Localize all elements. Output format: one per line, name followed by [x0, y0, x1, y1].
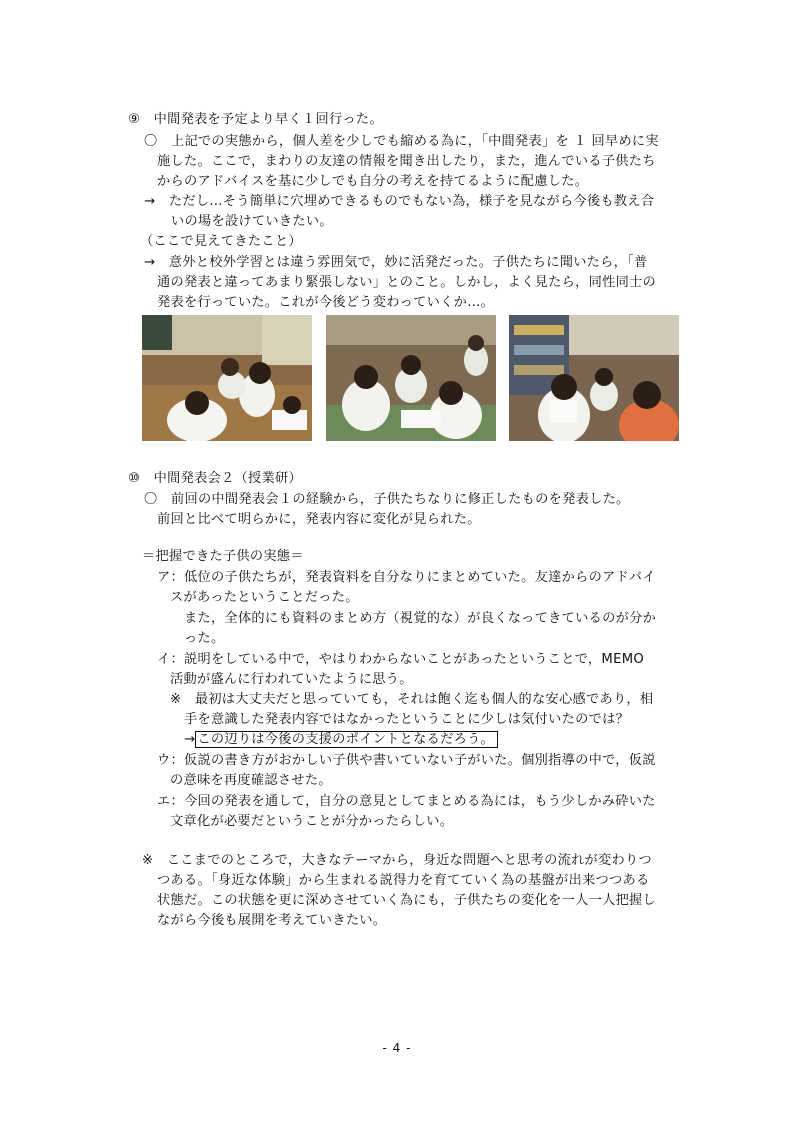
item-e-line-2: 文章化が必要だということが分かったらしい。 [170, 814, 454, 829]
section-9-line-4: → ただし…そう簡単に穴埋めできるものでもない為，様子を見ながら今後も教え合 [144, 194, 655, 209]
section-9-observation-heading: （ここで見えてきたこと） [140, 234, 302, 249]
section-10-subheading: ＝把握できた子供の実態＝ [142, 549, 304, 564]
item-u-line-2: の意味を再度確認させた。 [170, 773, 332, 788]
section-10-line-2: 前回と比べて明らかに，発表内容に変化が見られた。 [157, 512, 481, 527]
item-e-line-1: エ：今回の発表を通して，自分の意見としてまとめる為には，もう少しかみ砕いた [157, 794, 656, 809]
item-i-note-line-2: 手を意識した発表内容ではなかったということに少しは気付いたのでは？ [184, 712, 630, 727]
section-9-line-2: 施した。ここで，まわりの友達の情報を聞き出したり，また，進んでいる子供たち [157, 154, 656, 169]
item-a-line-1: ア：低位の子供たちが，発表資料を自分なりにまとめていた。友達からのアドバイ [157, 570, 656, 585]
item-a-line-3: また，全体的にも資料のまとめ方（視覚的な）が良くなってきているのが分か [184, 611, 657, 626]
item-i-note-line-1: ※ 最初は大丈夫だと思っていても，それは飽く迄も個人的な安心感であり，相 [170, 692, 654, 707]
section-9-line-3: からのアドバイスを基に少しでも自分の考えを持てるように配慮した。 [157, 174, 589, 189]
classroom-photo-3 [509, 315, 679, 441]
summary-note-line-2: つある。「身近な体験」から生まれる説得力を育てていく為の基盤が出来つつある [157, 873, 650, 888]
section-9-line-7: → 意外と校外学習とは違う雰囲気で，妙に活発だった。子供たちに聞いたら，「普 [144, 255, 648, 270]
support-point-box: この辺りは今後の支援のポイントとなるだろう。 [195, 731, 498, 748]
section-9-line-1: 〇 上記での実態から，個人差を少しでも縮める為に，「中間発表」を １ 回早めに実 [144, 134, 659, 149]
classroom-photo-1 [142, 315, 312, 441]
section-9-line-9: 発表を行っていた。これが今後どう変わっていくか…。 [157, 295, 495, 310]
item-i-line-1: イ：説明をしている中で，やはりわからないことがあったということで，MEMO [157, 652, 645, 667]
summary-note-line-1: ※ ここまでのところで，大きなテーマから，身近な問題へと思考の流れが変わりつ [142, 853, 652, 868]
item-a-line-2: スがあったということだった。 [170, 590, 359, 605]
page-number: - 4 - [382, 1041, 412, 1055]
section-10-line-1: 〇 前回の中間発表会１の経験から，子供たちなりに修正したものを発表した。 [144, 492, 630, 507]
summary-note-line-3: 状態だ。この状態を更に深めさせていく為にも，子供たちの変化を一人一人把握し [157, 893, 657, 908]
item-i-note-line-3 [184, 730, 498, 750]
item-u-line-1: ウ：仮説の書き方がおかしい子供や書いていない子がいた。個別指導の中で，仮説 [157, 753, 656, 768]
section-10-heading: ⑩ 中間発表会２（授業研） [128, 471, 302, 486]
summary-note-line-4: ながら今後も展開を考えていきたい。 [157, 913, 387, 928]
classroom-photo-2 [326, 315, 496, 441]
arrow-icon: → [184, 732, 196, 747]
section-9-line-8: 通の発表と違ってあまり緊張しない」とのこと。しかし，よく見たら，同性同士の [157, 275, 657, 290]
section-9-heading: ⑨ 中間発表を予定より早く１回行った。 [128, 112, 383, 127]
item-a-line-4: った。 [184, 631, 225, 646]
item-i-line-2: 活動が盛んに行われていたように思う。 [170, 672, 413, 687]
section-9-line-5: いの場を設けていきたい。 [171, 214, 333, 229]
